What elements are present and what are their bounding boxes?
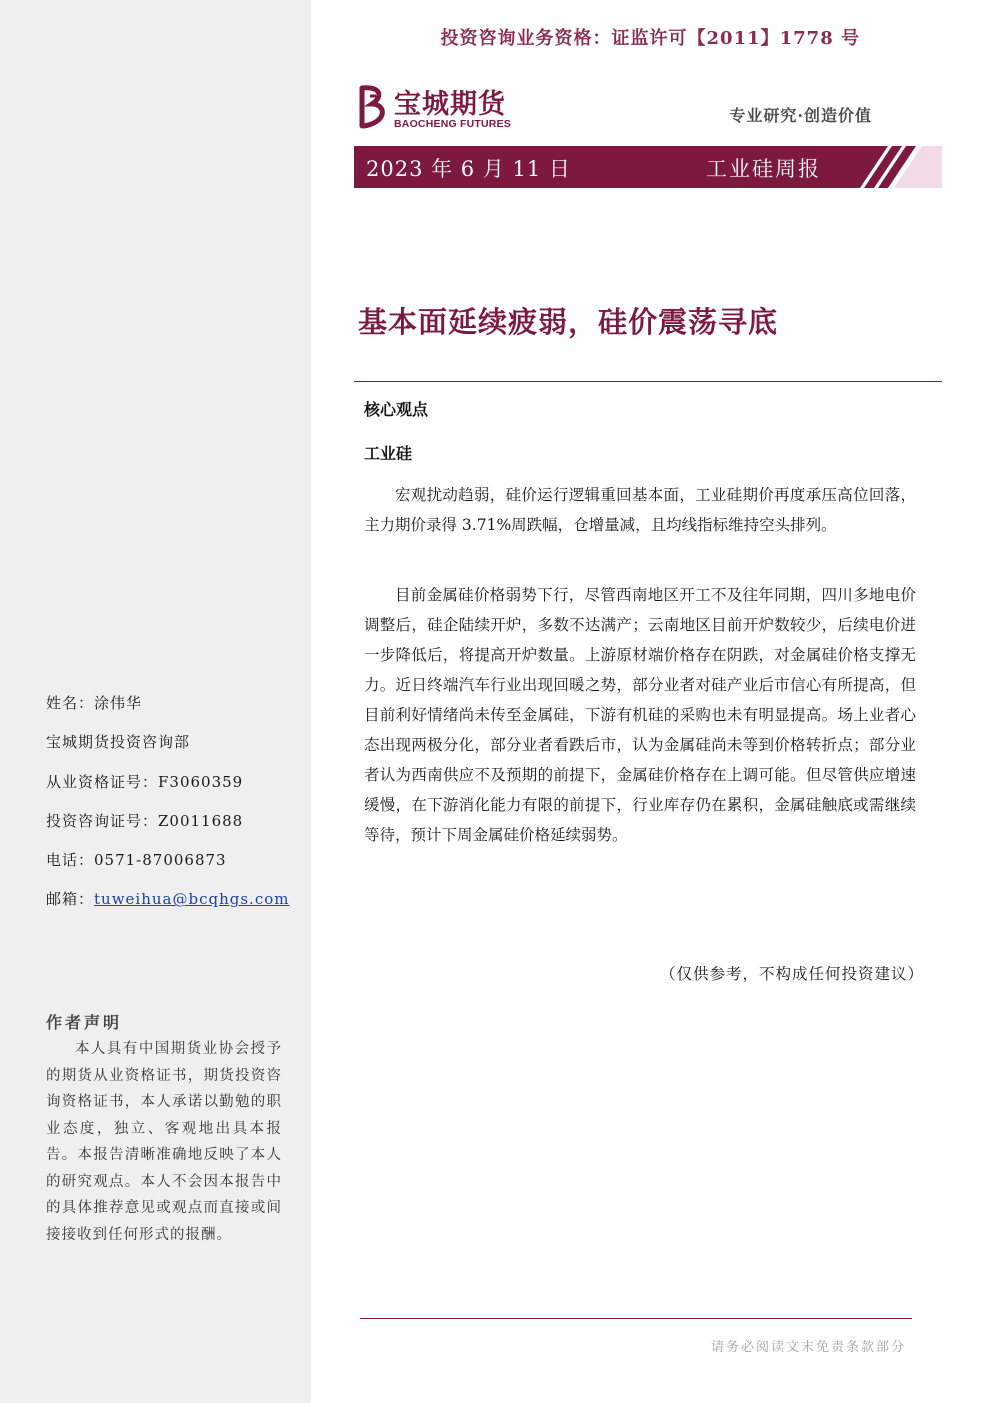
footer-divider <box>360 1318 912 1319</box>
paragraph-2: 目前金属硅价格弱势下行，尽管西南地区开工不及往年同期，四川多地电价调整后，硅企陆续开炉，多数不达满产；云南地区目前开炉数较少，后续电价进一步降低后，将提高开炉数量。上游原材端价格存在阴跌，对金属硅价格支撑无力。近日终端汽车行业出现回暖之势，部分业者对硅产业后市信心有所提高，但目前利好情绪尚未传至金属硅，下游有机硅的采购也未有明显提高。场上业者心态出现两极分化，部分业者看跌后市，认为金属硅尚未等到价格转折点；部分业者认为西南供应不及预期的前提下，金属硅价格存在上调可能。但尽管供应增速缓慢，在下游消化能力有限的前提下，行业库存仍在累积，金属硅触底或需继续等待，预计下周金属硅价格延续弱势。 <box>364 586 916 844</box>
author-statement: 本人具有中国期货业协会授予的期货从业资格证书，期货投资咨询资格证书，本人承诺以勤勉的职业态度，独立、客观地出具本报告。本报告清晰准确地反映了本人的研究观点。本人不会因本报告中的具体推荐意见或观点而直接或间接接收到任何形式的报酬。 <box>46 1041 282 1243</box>
company-logo <box>356 82 526 132</box>
author-qualification: 从业资格证号：F3060359 <box>46 772 244 791</box>
section-heading: 核心观点 <box>364 400 429 419</box>
divider <box>354 381 942 382</box>
author-info <box>46 690 296 926</box>
statement-title: 作者声明 <box>46 1013 123 1032</box>
license-text: 投资咨询业务资格：证监许可【2011】1778 号 <box>440 28 860 49</box>
email-link[interactable]: tuweihua@bcqhgs.com <box>94 890 290 909</box>
report-date: 2023 年 6 月 11 日 <box>366 157 571 181</box>
author-name: 姓名：涂伟华 <box>46 694 143 712</box>
logo-cn-text: 宝城期货 <box>394 89 506 120</box>
paragraph-1: 宏观扰动趋弱，硅价运行逻辑重回基本面，工业硅期价再度承压高位回落，主力期价录得 3.71%周跌幅，仓增量减，且均线指标维持空头排列。 <box>364 486 916 534</box>
author-department: 宝城期货投资咨询部 <box>46 733 191 752</box>
logo-en-text: BAOCHENG FUTURES <box>394 118 511 130</box>
report-type: 工业硅周报 <box>706 157 821 181</box>
report-banner <box>354 146 942 188</box>
slogan: 专业研究·创造价值 <box>729 106 872 125</box>
sub-heading: 工业硅 <box>364 444 413 463</box>
logo-b-icon <box>356 84 390 130</box>
email-label: 邮箱： <box>46 890 95 909</box>
author-phone: 电话：0571-87006873 <box>46 851 227 870</box>
footer-note: 请务必阅读文末免责条款部分 <box>710 1340 906 1355</box>
report-title: 基本面延续疲弱，硅价震荡寻底 <box>358 305 779 339</box>
author-consult-cert: 投资咨询证号：Z0011688 <box>46 811 244 830</box>
disclaimer-note: （仅供参考，不构成任何投资建议） <box>659 965 924 983</box>
author-email-row <box>46 886 296 925</box>
